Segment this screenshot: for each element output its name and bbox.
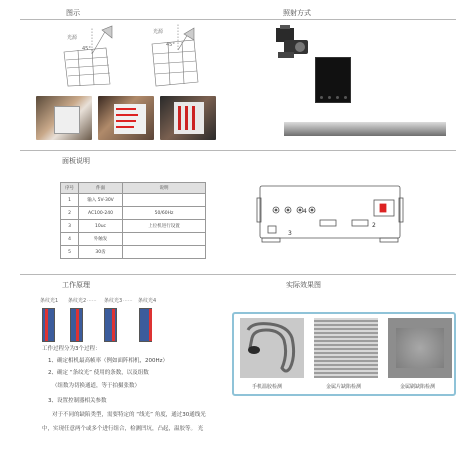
process-step: 3、设置控制器相关参数 xyxy=(48,398,107,404)
process-step: 2、确定 “条纹光” 使用的条数，以及组数 xyxy=(48,370,149,376)
divider xyxy=(20,274,456,275)
table-cell: 50/60Hz xyxy=(123,207,206,220)
bar-light-image xyxy=(284,122,446,136)
effect-image xyxy=(388,318,452,378)
table-cell: 1 xyxy=(61,194,79,207)
separator-dots: ...... xyxy=(87,297,97,303)
section-title-effect: 实际效果图 xyxy=(286,281,321,289)
demo-photo xyxy=(98,96,154,140)
table-cell: 10uc xyxy=(79,220,123,233)
stripe-label: 条纹光3 xyxy=(104,298,123,304)
table-header: 件面 xyxy=(79,183,123,194)
table-cell: 3 xyxy=(61,220,79,233)
process-note: （组数为切换通道，等于拍摄张数） xyxy=(52,383,141,389)
callout-4: 4 xyxy=(303,208,307,215)
table-cell xyxy=(123,246,206,259)
light-source-label: 光源 xyxy=(67,35,78,41)
stripe-label: 条纹光1 xyxy=(40,298,59,304)
table-cell: 2 xyxy=(61,207,79,220)
table-row xyxy=(61,233,206,246)
stripe-diagram xyxy=(42,308,55,342)
effect-image xyxy=(314,318,378,378)
effect-image xyxy=(240,318,304,378)
process-step: 1、确定相机最高帧率（例如面阵相机，200Hz） xyxy=(48,358,169,364)
spec-table xyxy=(60,182,206,259)
effect-caption: 金属刷缺陷检测 xyxy=(400,384,436,390)
table-row xyxy=(61,246,206,259)
process-detail: 对于不同的缺陷类型，需要特定的 “线光” 角度，通过30通线光 xyxy=(52,412,206,418)
stripe-label: 条纹光4 xyxy=(138,298,157,304)
table-cell: AC100-240 xyxy=(79,207,123,220)
table-cell xyxy=(123,194,206,207)
light-source-label: 光源 xyxy=(153,29,164,35)
section-title-diagram: 图示 xyxy=(66,9,80,17)
stripe-diagram xyxy=(139,308,152,342)
table-cell: 外触发 xyxy=(79,233,123,246)
section-title-principle: 工作原理 xyxy=(62,281,90,289)
angle-label: 45° xyxy=(166,42,175,48)
effect-panel xyxy=(232,312,456,396)
section-title-illumination: 照射方式 xyxy=(283,9,311,17)
effect-caption: 手机温胶检测 xyxy=(252,384,283,390)
table-cell: 输入 5V-30V xyxy=(79,194,123,207)
camera-image xyxy=(270,24,314,62)
stripe-label: 条纹光2 xyxy=(68,298,87,304)
divider xyxy=(20,19,456,20)
table-row xyxy=(61,194,206,207)
section-title-panel: 面板说明 xyxy=(62,157,90,165)
stripe-diagram xyxy=(104,308,117,342)
effect-caption: 金属片缺陷检测 xyxy=(326,384,362,390)
table-header: 序号 xyxy=(61,183,79,194)
separator-dots: ...... xyxy=(123,297,133,303)
table-row xyxy=(61,207,206,220)
callout-2: 2 xyxy=(372,222,376,229)
callout-3: 3 xyxy=(288,230,292,237)
table-cell: 上位机进行设置 xyxy=(123,220,206,233)
light-panel-image xyxy=(315,57,351,103)
table-header: 说明 xyxy=(123,183,206,194)
table-cell xyxy=(123,233,206,246)
demo-photo xyxy=(36,96,92,140)
stripe-diagram xyxy=(70,308,83,342)
process-intro: 工作过程分为3个过程： xyxy=(42,346,101,352)
table-cell: 4 xyxy=(61,233,79,246)
light-angle-diagram xyxy=(56,24,206,88)
demo-photo xyxy=(160,96,216,140)
table-cell: 5 xyxy=(61,246,79,259)
divider xyxy=(20,150,456,151)
controller-drawing xyxy=(256,180,406,248)
process-detail: 中，实现任意两个或多个进行组合，检测凹坑，凸起，温胶等。 光 xyxy=(42,426,204,432)
table-cell: 30齿 xyxy=(79,246,123,259)
angle-label: 45° xyxy=(82,46,91,52)
table-row xyxy=(61,220,206,233)
